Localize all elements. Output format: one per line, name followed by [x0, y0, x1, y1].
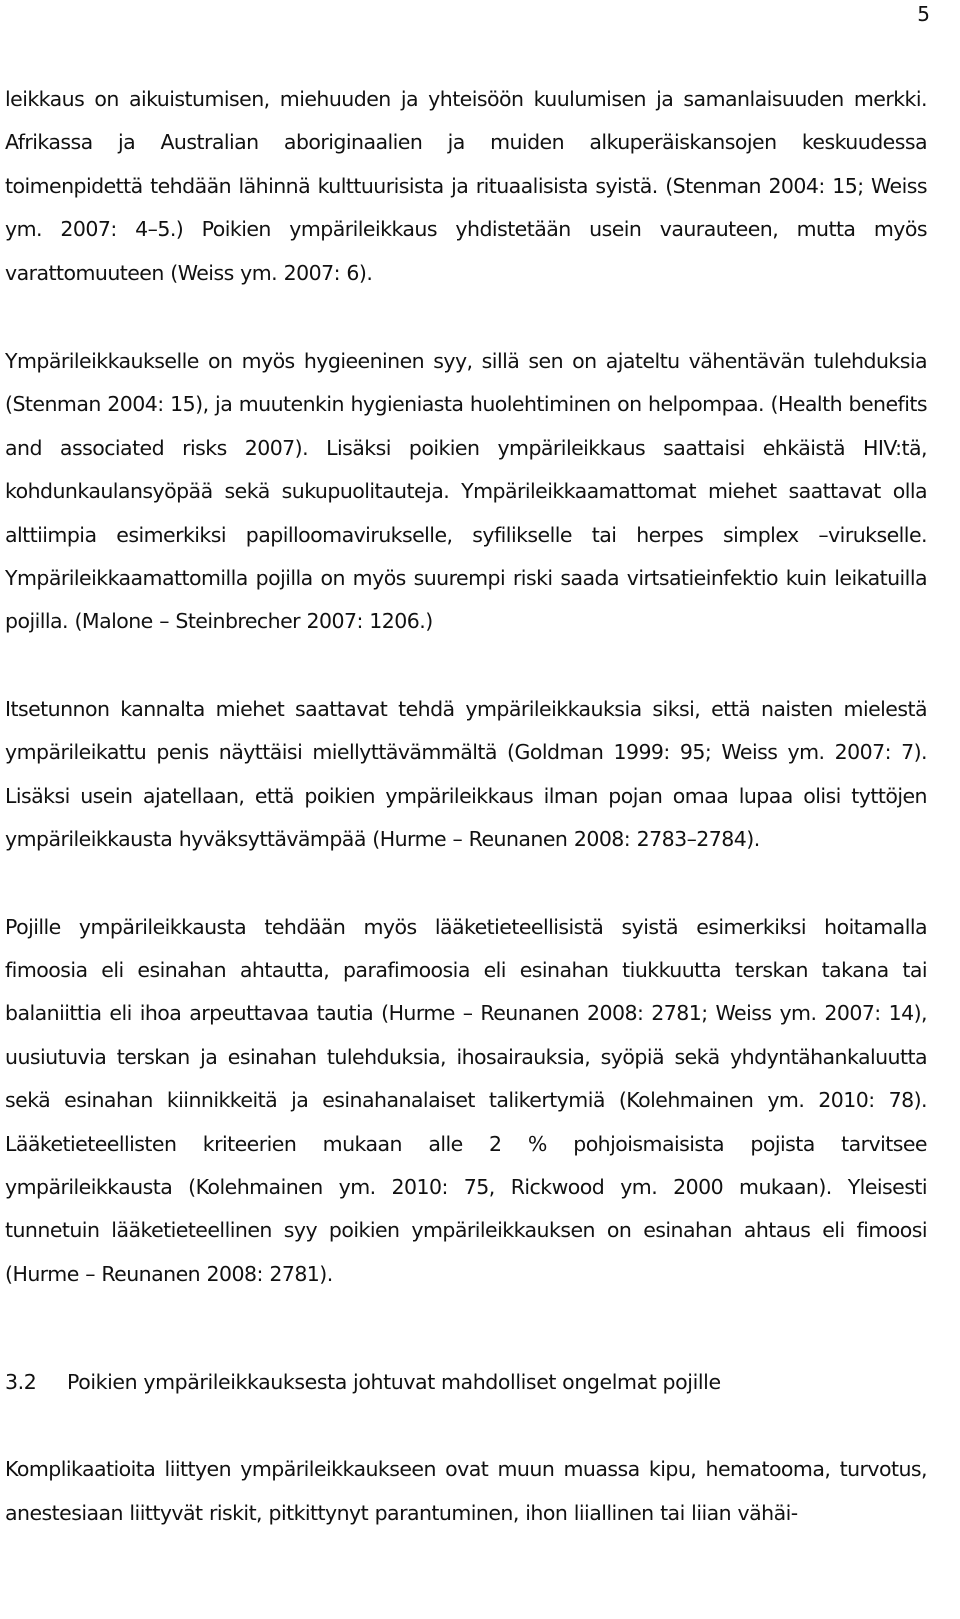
paragraph-2: Ympärileikkaukselle on myös hygieeninen syy, sillä sen on ajateltu vähentävän tulehduksia (Stenman 2004: 15), ja muutenkin hygieniasta huolehtiminen on helpompaa. (Health benefits and associated risks 2007). Lisäksi poikien ympärileikkaus saattaisi ehkäistä HIV:tä, kohdunkaulansyöpää sekä sukupuolitauteja. Ympärileikkaamattomat miehet saattavat olla alttiimpia esimerkiksi papilloomavirukselle, syfilikselle tai herpes simplex –virukselle. Ympärileikkaamattomilla pojilla on myös suurempi riski saada virtsatieinfektio kuin leikatuilla pojilla. (Malone – Steinbrecher 2007: 1206.)	[5, 349, 927, 634]
paragraph-4: Pojille ympärileikkausta tehdään myös lääketieteellisistä syistä esimerkiksi hoitamalla fimoosia eli esinahan ahtautta, parafimoosia eli esinahan tiukkuutta terskan takana tai balaniittia eli ihoa arpeuttavaa tautia (Hurme – Reunanen 2008: 2781; Weiss ym. 2007: 14), uusiutuvia terskan ja esinahan tulehduksia, ihosairauksia, syöpiä sekä yhdyntähankaluutta sekä esinahan kiinnikkeitä ja esinahanalaiset talikertymiä (Kolehmainen ym. 2010: 78). Lääketieteellisten kriteerien mukaan alle 2 % pohjoismaisista pojista tarvitsee ympärileikkausta (Kolehmainen ym. 2010: 75, Rickwood ym. 2000 mukaan). Yleisesti tunnetuin lääketieteellinen syy poikien ympärileikkauksen on esinahan ahtaus eli fimoosi (Hurme – Reunanen 2008: 2781).	[5, 914, 927, 1286]
document-body	[5, 78, 927, 1535]
section-title: Poikien ympärileikkauksesta johtuvat mahdolliset ongelmat pojille	[67, 1370, 721, 1395]
page-number: 5	[917, 2, 930, 26]
section-number: 3.2	[5, 1370, 37, 1395]
paragraph-1: leikkaus on aikuistumisen, miehuuden ja yhteisöön kuulumisen ja samanlaisuuden merkki. Afrikassa ja Australian aboriginaalien ja muiden alkuperäiskansojen keskuudessa toimenpidettä tehdään lähinnä kulttuurisista ja rituaalisista syistä. (Stenman 2004: 15; Weiss ym. 2007: 4–5.) Poikien ympärileikkaus yhdistetään usein vaurauteen, mutta myös varattomuuteen (Weiss ym. 2007: 6).	[5, 87, 927, 285]
paragraph-3: Itsetunnon kannalta miehet saattavat tehdä ympärileikkauksia siksi, että naisten mielestä ympärileikattu penis näyttäisi miellyttävämmältä (Goldman 1999: 95; Weiss ym. 2007: 7). Lisäksi usein ajatellaan, että poikien ympärileikkaus ilman pojan omaa lupaa olisi tyttöjen ympärileikkausta hyväksyttävämpää (Hurme – Reunanen 2008: 2783–2784).	[5, 696, 927, 852]
paragraph-5: Komplikaatioita liittyen ympärileikkaukseen ovat muun muassa kipu, hematooma, turvotus, anestesiaan liittyvät riskit, pitkittynyt parantuminen, ihon liiallinen tai liian vähäi-	[5, 1457, 927, 1525]
section-heading	[5, 1361, 927, 1404]
